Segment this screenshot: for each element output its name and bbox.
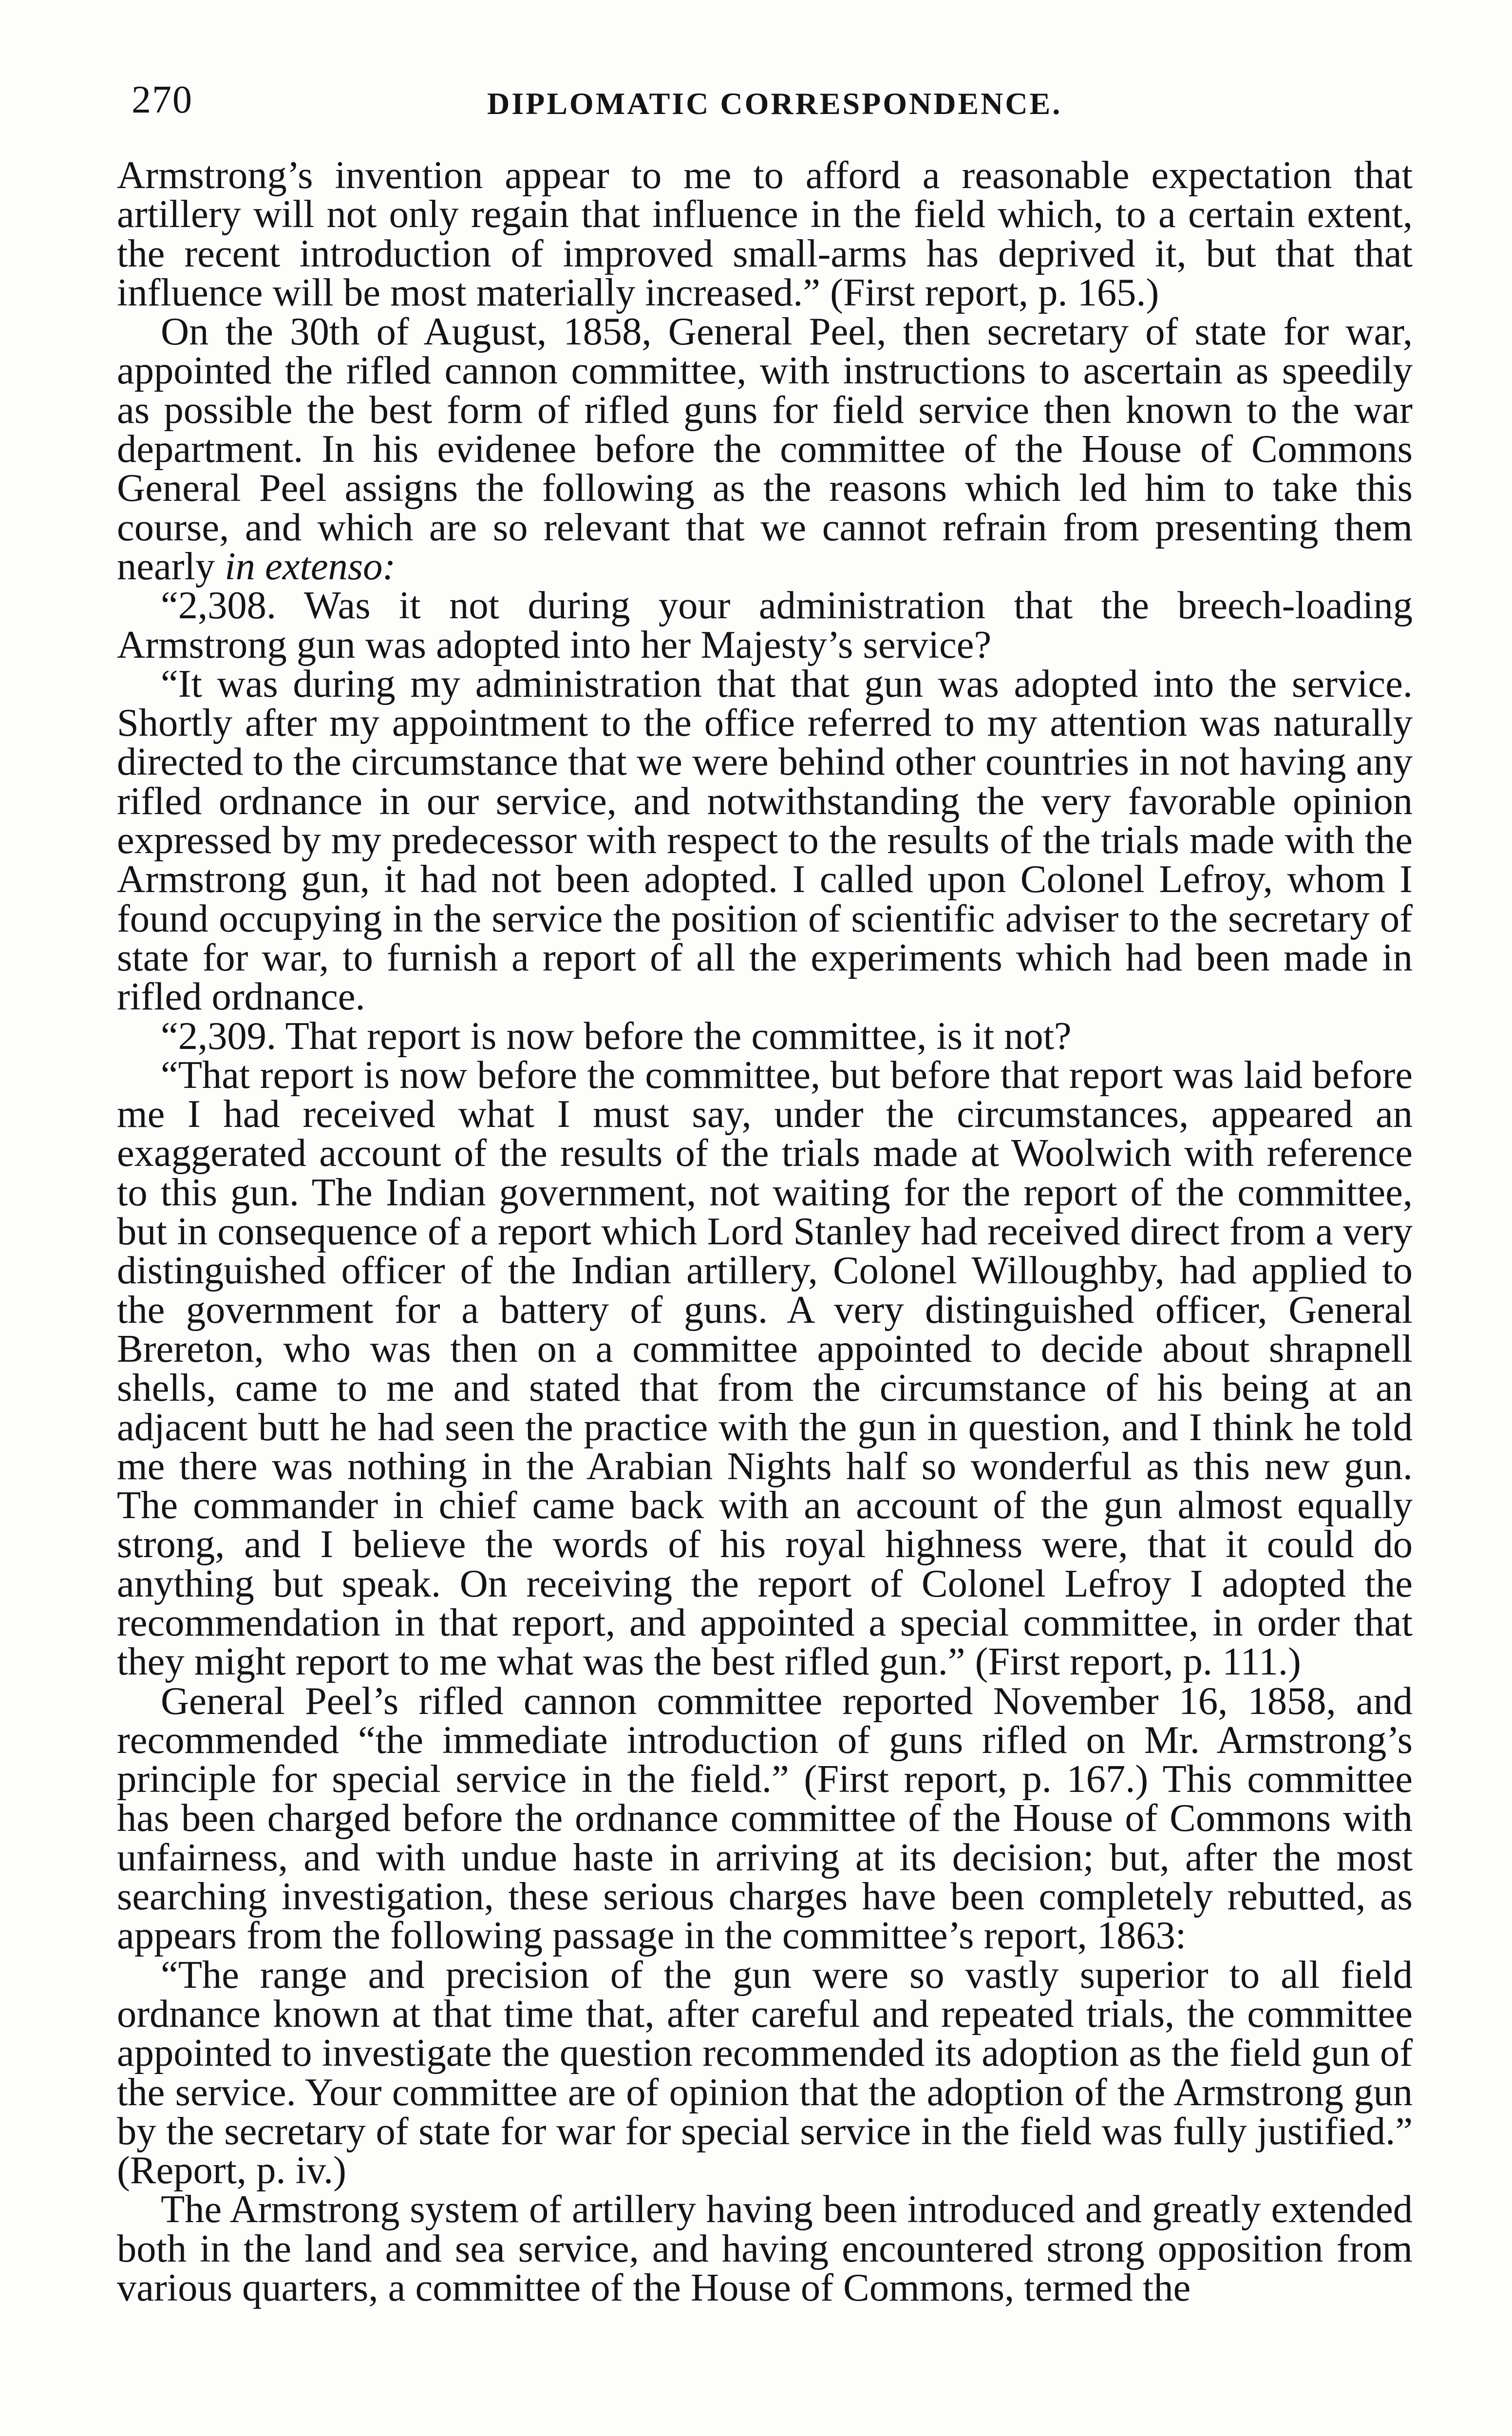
running-title: DIPLOMATIC CORRESPONDENCE. — [487, 86, 1062, 121]
paragraph-text: On the 30th of August, 1858, General Peel, then secretary of state for war, appointed the rifled cannon committee, with instructions to ascertain as speedily as possible the best form of rifled guns for field service then known to the war department. In his evidenee before the committee of the House of Commons General Peel assigns the following as the reasons which led him to take this course, and which are so relevant that we cannot refrain from presenting them nearly — [117, 310, 1413, 588]
paragraph-armstrong-system: The Armstrong system of artillery having been introduced and greatly extended both in the land and sea service, and having encountered strong opposition from various quarters, a committee of the House of Commons, termed the — [117, 2188, 1413, 2310]
body-text — [117, 153, 1413, 2310]
quote-question-2309: “2,309. That report is now before the committee, is it not? — [161, 1014, 1072, 1058]
quote-committee-1863: “The range and precision of the gun were so vastly superior to all field ordnance known at that time that, after careful and repeated trials, the committee appointed to investigate the question recommended its adoption as the field gun of the service. Your committee are of opinion that the adoption of the Armstrong gun by the secretary of state for war for special service in the field was fully justified.” (Report, p. iv.) — [117, 1953, 1413, 2192]
paragraph-committee-report: General Peel’s rifled cannon committee reported November 16, 1858, and recommended “the immediate introduction of guns rifled on Mr. Armstrong’s principle for special service in the field.” (First report, p. 167.) This committee has been charged before the ordnance committee of the House of Commons with unfairness, and with undue haste in arriving at its decision; but, after the most searching investigation, these serious charges have been completely rebutted, as appears from the following passage in the committee’s report, 1863: — [117, 1679, 1413, 1958]
paragraph-continued: Armstrong’s invention appear to me to afford a reasonable expectation that artillery will not only regain that influence in the field which, to a certain extent, the recent introduction of improved small-arms has deprived it, but that that influence will be most materially increased.” (First report, p. 165.) — [117, 153, 1413, 314]
page-number: 270 — [132, 78, 193, 121]
italic-phrase: in extenso: — [225, 544, 396, 588]
paragraph-peel-committee — [117, 312, 1413, 586]
quote-answer-2309: “That report is now before the committee, but before that report was laid before me I had received what I must say, under the circumstances, appeared an exaggerated account of the results of the trials made at Woolwich with reference to this gun. The Indian government, not waiting for the report of the committee, but in consequence of a report which Lord Stanley had received direct from a very distinguished officer of the Indian artillery, Colonel Willoughby, had applied to the government for a battery of guns. A very distinguished officer, General Brereton, who was then on a committee appointed to decide about shrapnell shells, came to me and stated that from the circumstance of his being at an adjacent butt he had seen the practice with the gun in question, and I think he told me there was nothing in the Arabian Nights half so wonderful as this new gun. The commander in chief came back with an account of the gun almost equally strong, and I believe the words of his royal highness were, that it could do anything but speak. On receiving the report of Colonel Lefroy I adopted the recommendation in that report, and appointed a special committee, in order that they might report to me what was the best rifled gun.” (First report, p. 111.) — [117, 1053, 1413, 1684]
quote-question-2308: “2,308. Was it not during your administration that the breech-loading Armstrong gun was adopted into her Majesty’s service? — [117, 584, 1413, 666]
page-header — [132, 73, 1422, 132]
quote-answer-2308: “It was during my administration that that gun was adopted into the service. Shortly after my appointment to the office referred to my attention was naturally directed to the circumstance that we were behind other countries in not having any rifled ordnance in our service, and notwithstanding the very favorable opinion expressed by my predecessor with respect to the results of the trials made with the Armstrong gun, it had not been adopted. I called upon Colonel Lefroy, whom I found occupying in the service the position of scientific adviser to the secretary of state for war, to furnish a report of all the experiments which had been made in rifled ordnance. — [117, 662, 1413, 1019]
